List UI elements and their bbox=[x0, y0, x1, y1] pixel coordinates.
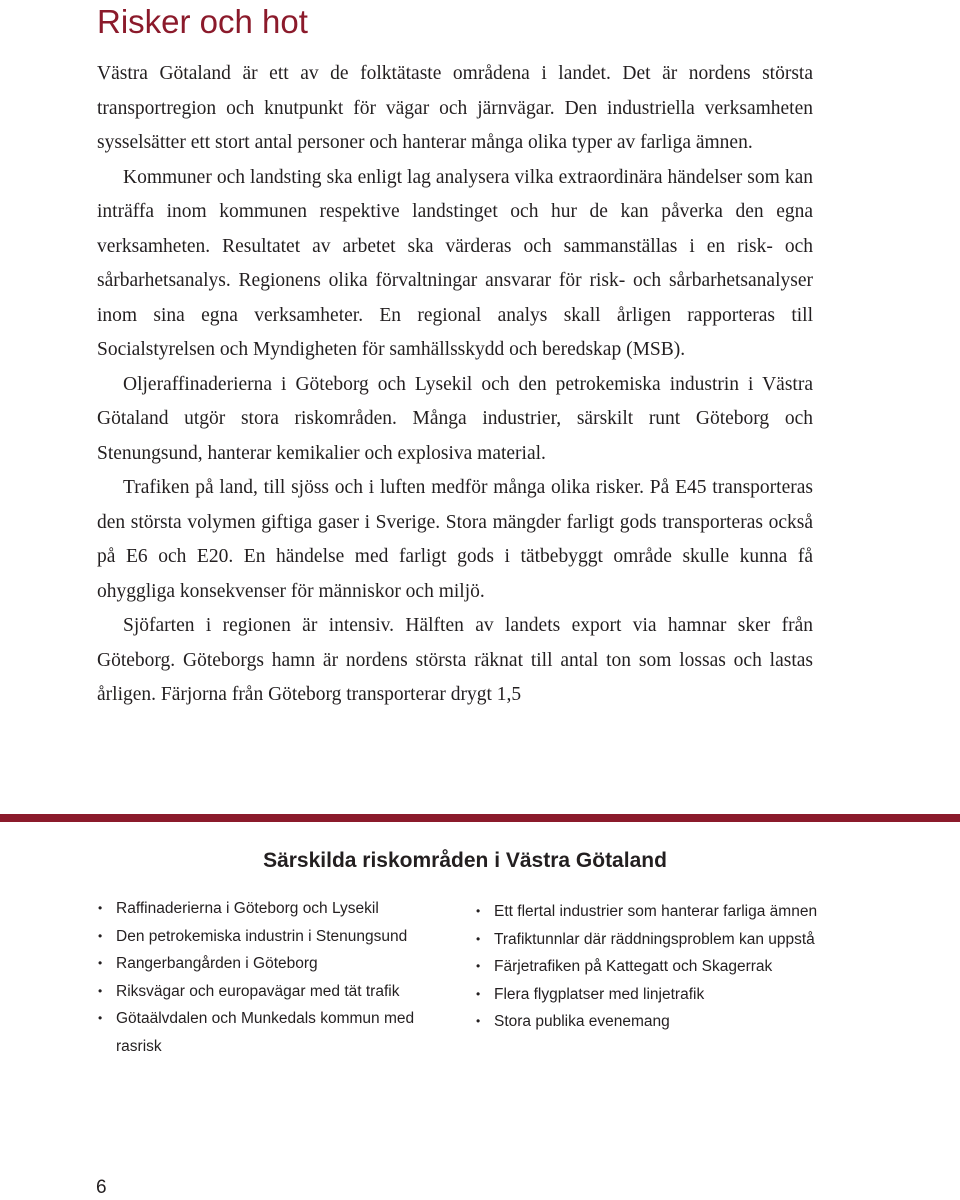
paragraph: Kommuner och landsting ska enligt lag analysera vilka extraordinära händelser som kan inträffa inom kommunen respektive landstinget och hur de kan påverka den egna verksamheten. Resultatet av arbetet ska värderas och sammanställas i en risk- och sårbarhetsanalys. Regionens olika förvaltningar ansvarar för risk- och sårbarhetsanalyser inom sina egna verksamheter. En regional analys skall årligen rapporteras till Socialstyrelsen och Myndigheten för samhällsskydd och beredskap (MSB). bbox=[97, 166, 813, 360]
page-number: 6 bbox=[96, 1177, 107, 1198]
list-item: • Stora publika evenemang bbox=[476, 1008, 826, 1036]
body-text bbox=[97, 57, 813, 713]
paragraph: Sjöfarten i regionen är intensiv. Hälften av landets export via hamnar sker från Göteborg. Göteborgs hamn är nordens största räknat till antal ton som lossas och lastas årligen. Färjorna från Göteborg transporterar drygt 1,5 bbox=[97, 615, 813, 705]
paragraph: Västra Götaland är ett av de folktätaste områdena i landet. Det är nordens största transportregion och knutpunkt för vägar och järnvägar. Den industriella verksamheten sysselsätter ett stort antal personer och hanterar många olika typer av farliga ämnen. bbox=[97, 63, 813, 153]
risk-list-right bbox=[476, 898, 826, 1036]
list-item: • Den petrokemiska industrin i Stenungsund bbox=[98, 923, 438, 951]
list-item: • Trafiktunnlar där räddningsproblem kan uppstå bbox=[476, 926, 826, 954]
list-item: • Riksvägar och europavägar med tät trafik bbox=[98, 978, 438, 1006]
list-item: • Rangerbangården i Göteborg bbox=[98, 950, 438, 978]
list-item: • Flera flygplatser med linjetrafik bbox=[476, 981, 826, 1009]
section-divider bbox=[0, 814, 960, 822]
list-item: • Götaälvdalen och Munkedals kommun med rasrisk bbox=[98, 1005, 438, 1060]
risk-list-left bbox=[98, 895, 438, 1060]
paragraph: Trafiken på land, till sjöss och i luften medför många olika risker. På E45 transporteras den största volymen giftiga gaser i Sverige. Stora mängder farligt gods transporteras också på E6 och E20. En händelse med farligt gods i tätbebyggt område skulle kunna få ohyggliga konsekvenser för människor och miljö. bbox=[97, 477, 813, 602]
list-item: • Raffinaderierna i Göteborg och Lysekil bbox=[98, 895, 438, 923]
paragraph: Oljeraffinaderierna i Göteborg och Lysekil och den petrokemiska industrin i Västra Götaland utgör stora riskområden. Många industrier, särskilt runt Göteborg och Stenungsund, hanterar kemikalier och explosiva material. bbox=[97, 373, 813, 464]
box-title: Särskilda riskområden i Västra Götaland bbox=[263, 849, 667, 872]
page-title: Risker och hot bbox=[97, 3, 308, 40]
list-item: • Ett flertal industrier som hanterar farliga ämnen bbox=[476, 898, 826, 926]
list-item: • Färjetrafiken på Kattegatt och Skagerrak bbox=[476, 953, 826, 981]
